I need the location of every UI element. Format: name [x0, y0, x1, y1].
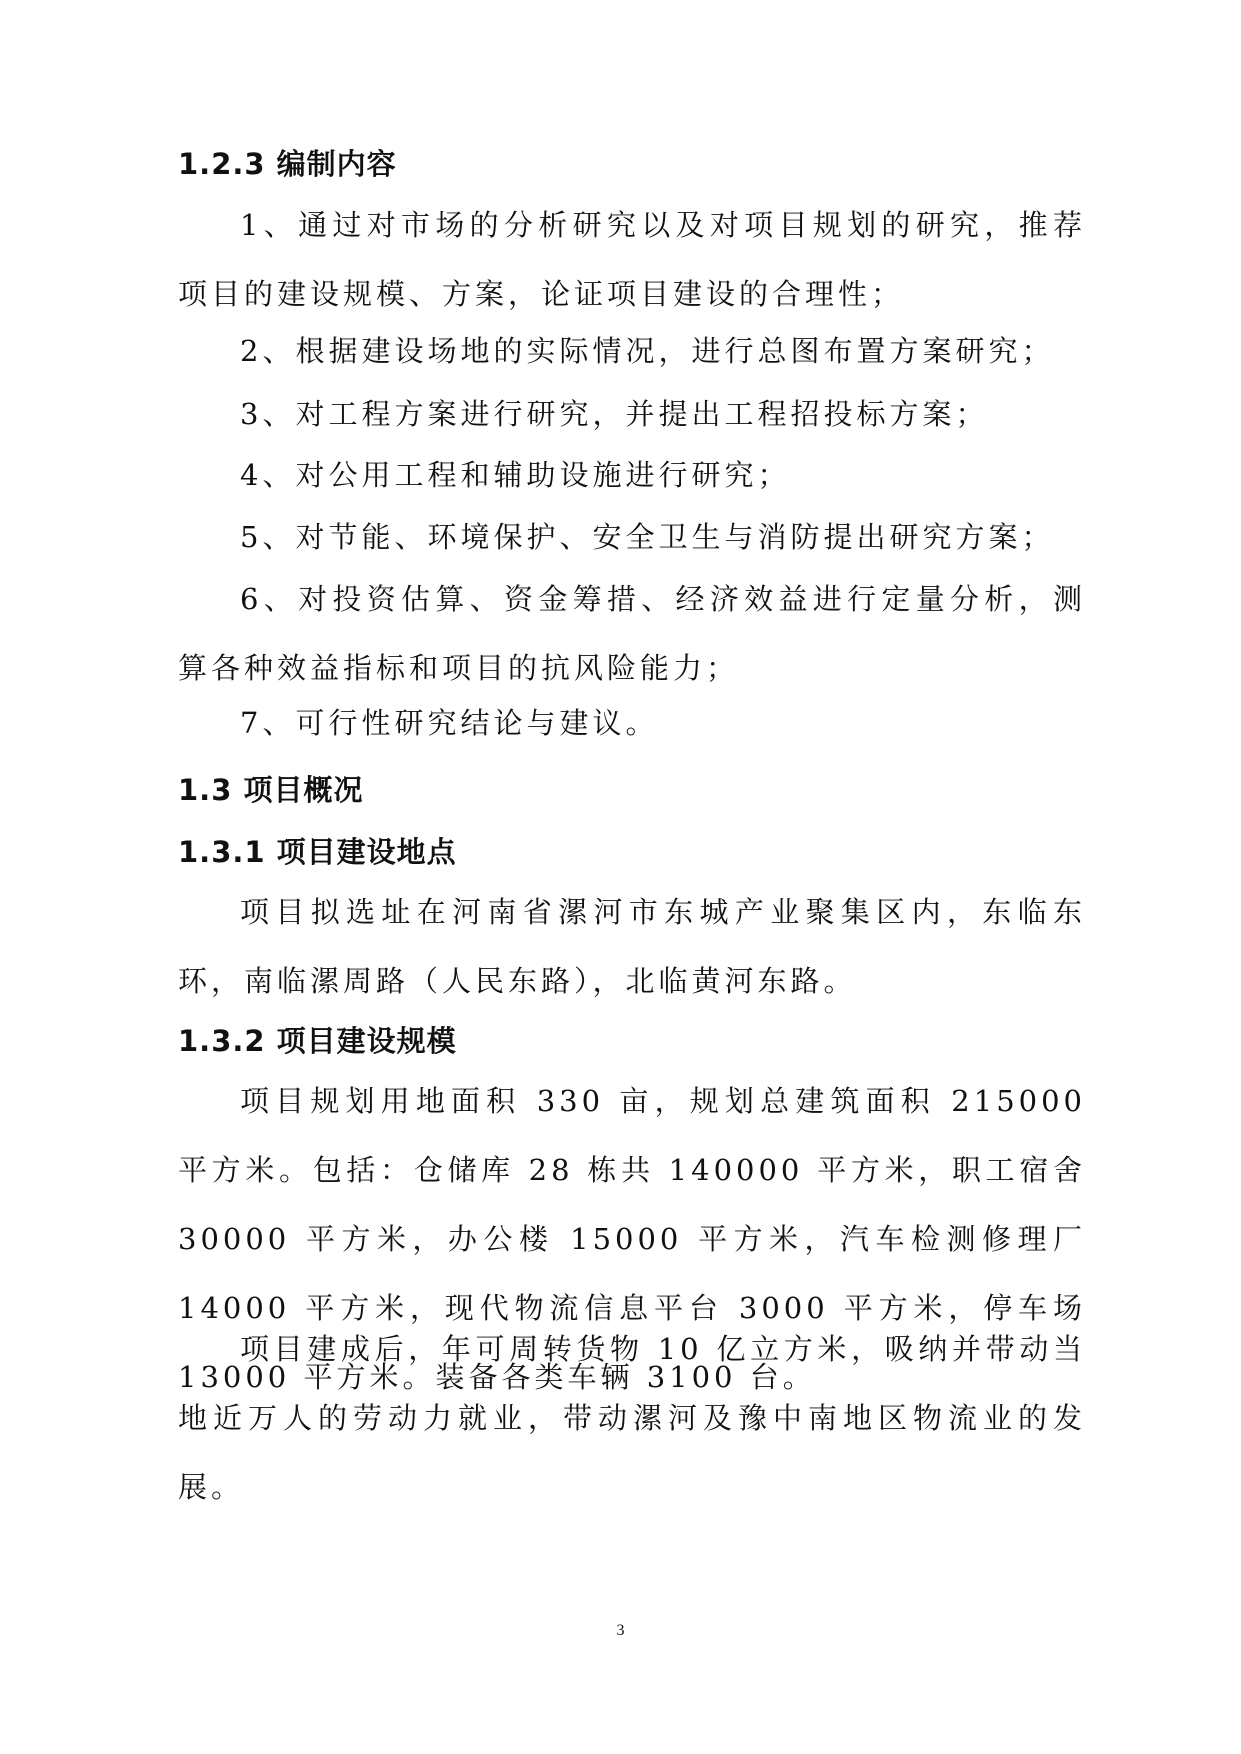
paragraph-scale: 项目规划用地面积 330 亩，规划总建筑面积 215000 平方米。包括：仓储库 28 栋共 140000 平方米，职工宿舍 30000 平方米，办公楼 15000 平方米，汽车检测修理厂 14000 平方米，现代物流信息平台 3000 平方米，停车场 13000 平方米。装备各类车辆 3100 台。: [178, 1084, 1086, 1394]
heading-1-2-3: 1.2.3 编制内容: [178, 147, 397, 181]
paragraph-location: 项目拟选址在河南省漯河市东城产业聚集区内，东临东环，南临漯周路（人民东路），北临黄河东路。: [178, 895, 1086, 998]
paragraph-item-2: 2、根据建设场地的实际情况，进行总图布置方案研究；: [240, 334, 1055, 368]
paragraph-item-7: 7、可行性研究结论与建议。: [240, 706, 659, 740]
paragraph-outcome: 项目建成后，年可周转货物 10 亿立方米，吸纳并带动当地近万人的劳动力就业，带动漯河及豫中南地区物流业的发展。: [178, 1332, 1086, 1504]
heading-1-3-1: 1.3.1 项目建设地点: [178, 835, 457, 869]
paragraph-item-4: 4、对公用工程和辅助设施进行研究；: [240, 458, 791, 492]
heading-1-3-2: 1.3.2 项目建设规模: [178, 1024, 457, 1058]
page-number: 3: [616, 1622, 625, 1639]
paragraph-item-1: 1、通过对市场的分析研究以及对项目规划的研究，推荐项目的建设规模、方案，论证项目建设的合理性；: [178, 208, 1086, 311]
heading-1-3: 1.3 项目概况: [178, 773, 364, 807]
paragraph-item-6: 6、对投资估算、资金筹措、经济效益进行定量分析，测算各种效益指标和项目的抗风险能力；: [178, 582, 1086, 685]
paragraph-item-5: 5、对节能、环境保护、安全卫生与消防提出研究方案；: [240, 520, 1055, 554]
paragraph-item-3: 3、对工程方案进行研究，并提出工程招投标方案；: [240, 397, 989, 431]
